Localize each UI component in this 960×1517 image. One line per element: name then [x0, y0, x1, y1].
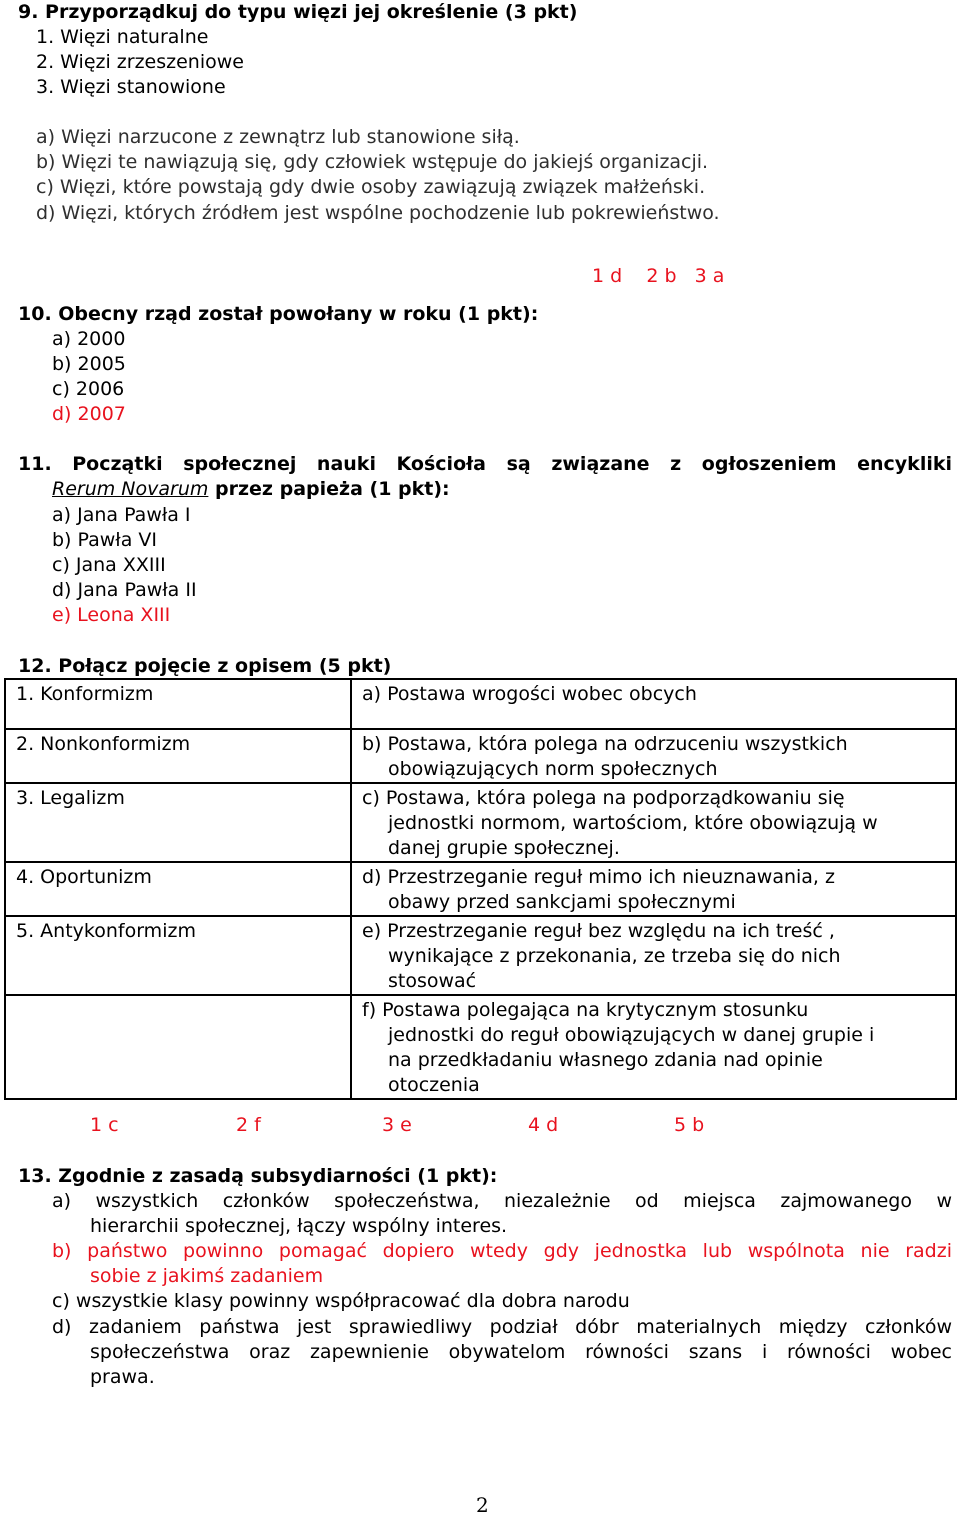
matching-row [5, 729, 956, 783]
term-label: 5. Antykonformizm [16, 920, 196, 942]
description-continuation: jednostki do reguł obowiązujących w danej grupie i [388, 1024, 875, 1046]
matching-row [5, 995, 956, 1099]
q9-desc-b: b) Więzi te nawiązują się, gdy człowiek wstępuje do jakiejś organizacji. [36, 151, 709, 173]
q13-option-c: c) wszystkie klasy powinny współpracować dla dobra narodu [52, 1290, 630, 1312]
q13-option-d-cont2: prawa. [90, 1366, 155, 1388]
q9-title: 9. Przyporządkuj do typu więzi jej określenie (3 pkt) [18, 1, 578, 23]
description-continuation: danej grupie społecznej. [388, 837, 620, 859]
q9-desc-a: a) Więzi narzucone z zewnątrz lub stanowione siłą. [36, 126, 520, 148]
description-continuation: wynikające z przekonania, ze trzeba się do nich [388, 945, 841, 967]
q9-answer: 1 d 2 b 3 a [592, 265, 725, 287]
q13-option-a-cont: hierarchii społecznej, łączy wspólny interes. [90, 1215, 508, 1237]
description-continuation: jednostki normom, wartościom, które obowiązują w [388, 812, 878, 834]
description-label: d) Przestrzeganie reguł mimo ich nieuznawania, z [362, 866, 835, 888]
encyclical-name: Rerum Novarum [52, 478, 209, 500]
q9-desc-c: c) Więzi, które powstają gdy dwie osoby zawiązują związek małżeński. [36, 176, 706, 198]
q13-option-b: b) państwo powinno pomagać dopiero wtedy gdy jednostka lub wspólnota nie radzi [52, 1240, 952, 1262]
q11-option-b: b) Pawła VI [52, 529, 157, 551]
q10-title: 10. Obecny rząd został powołany w roku (1 pkt): [18, 303, 539, 325]
q13-option-b-cont: sobie z jakimś zadaniem [90, 1265, 324, 1287]
description-cell [351, 995, 956, 1099]
q12-answer-1: 1 c [90, 1114, 119, 1136]
description-cell [351, 916, 956, 995]
description-label: c) Postawa, która polega na podporządkowaniu się [362, 787, 845, 809]
description-label: e) Przestrzeganie reguł bez względu na ich treść , [362, 920, 835, 942]
q9-type-2: 2. Więzi zrzeszeniowe [36, 51, 244, 73]
q12-answer-4: 4 d [528, 1114, 559, 1136]
term-label: 4. Oportunizm [16, 866, 152, 888]
matching-row [5, 862, 956, 916]
term-cell [5, 995, 351, 1099]
description-cell [351, 729, 956, 783]
q11-title-rest: przez papieża (1 pkt): [208, 478, 450, 500]
q12-title: 12. Połącz pojęcie z opisem (5 pkt) [18, 655, 392, 677]
term-cell [5, 729, 351, 783]
description-continuation: obowiązujących norm społecznych [388, 758, 718, 780]
q9-type-3: 3. Więzi stanowione [36, 76, 226, 98]
q9-desc-d: d) Więzi, których źródłem jest wspólne pochodzenie lub pokrewieństwo. [36, 202, 720, 224]
q11-title: 11. Początki społecznej nauki Kościoła są związane z ogłoszeniem encykliki [18, 453, 952, 475]
description-cell [351, 783, 956, 862]
description-label: b) Postawa, która polega na odrzuceniu wszystkich [362, 733, 848, 755]
q10-option-d: d) 2007 [52, 403, 126, 425]
page-number: 2 [476, 1493, 489, 1517]
term-label: 3. Legalizm [16, 787, 125, 809]
q11-option-e: e) Leona XIII [52, 604, 171, 626]
matching-row [5, 916, 956, 995]
term-cell [5, 679, 351, 729]
description-label: a) Postawa wrogości wobec obcych [362, 683, 697, 705]
q12-answer-5: 5 b [674, 1114, 705, 1136]
description-continuation: stosować [388, 970, 477, 992]
q10-option-b: b) 2005 [52, 353, 126, 375]
q11-option-c: c) Jana XXIII [52, 554, 166, 576]
term-label: 2. Nonkonformizm [16, 733, 191, 755]
matching-row [5, 783, 956, 862]
q13-option-a: a) wszystkich członków społeczeństwa, niezależnie od miejsca zajmowanego w [52, 1190, 952, 1212]
description-cell [351, 862, 956, 916]
q11-option-d: d) Jana Pawła II [52, 579, 197, 601]
description-continuation: otoczenia [388, 1074, 480, 1096]
description-continuation: obawy przed sankcjami społecznymi [388, 891, 736, 913]
q13-title: 13. Zgodnie z zasadą subsydiarności (1 pkt): [18, 1165, 498, 1187]
term-cell [5, 916, 351, 995]
q10-option-c: c) 2006 [52, 378, 125, 400]
matching-table [4, 678, 957, 1100]
q11-title-line2 [52, 477, 450, 502]
q11-option-a: a) Jana Pawła I [52, 504, 191, 526]
description-cell [351, 679, 956, 729]
term-cell [5, 862, 351, 916]
q12-answer-2: 2 f [236, 1114, 261, 1136]
q10-option-a: a) 2000 [52, 328, 126, 350]
q13-option-d: d) zadaniem państwa jest sprawiedliwy podział dóbr materialnych między członków [52, 1316, 952, 1338]
q9-type-1: 1. Więzi naturalne [36, 26, 209, 48]
q13-option-d-cont: społeczeństwa oraz zapewnienie obywatelom równości szans i równości wobec [90, 1341, 952, 1363]
description-label: f) Postawa polegająca na krytycznym stosunku [362, 999, 809, 1021]
term-label: 1. Konformizm [16, 683, 154, 705]
term-cell [5, 783, 351, 862]
description-continuation: na przedkładaniu własnego zdania nad opinie [388, 1049, 823, 1071]
q12-answer-3: 3 e [382, 1114, 412, 1136]
matching-row [5, 679, 956, 729]
